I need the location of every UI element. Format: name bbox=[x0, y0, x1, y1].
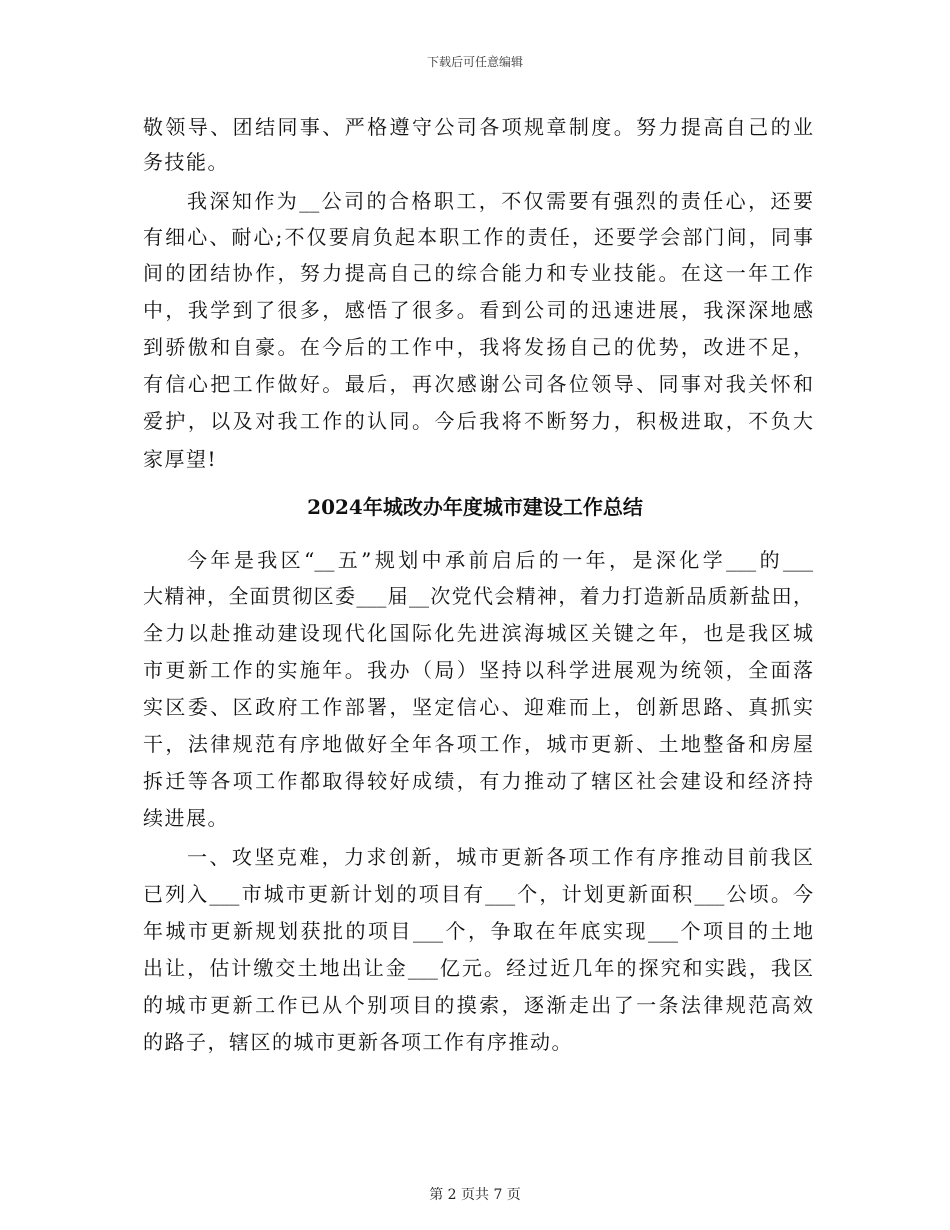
paragraph-line: 续进展。 bbox=[143, 806, 229, 830]
paragraph-line: 的城市更新工作已从个别项目的摸索，逐渐走出了一条法律规范高效 bbox=[143, 993, 813, 1017]
paragraph-line: 到骄傲和自豪。在今后的工作中，我将发扬自己的优势，改进不足， bbox=[143, 335, 813, 359]
paragraph-line: 全力以赴推动建设现代化国际化先进滨海城区关键之年，也是我区城 bbox=[143, 621, 813, 645]
paragraph-line: 实区委、区政府工作部署，坚定信心、迎难而上，创新思路、真抓实 bbox=[143, 695, 813, 719]
paragraph-line: 有细心、耐心;不仅要肩负起本职工作的责任，还要学会部门间，同事 bbox=[143, 225, 813, 249]
paragraph-line: 干，法律规范有序地做好全年各项工作，城市更新、土地整备和房屋 bbox=[143, 732, 813, 756]
paragraph-line: 有信心把工作做好。最后，再次感谢公司各位领导、同事对我关怀和 bbox=[143, 372, 813, 396]
paragraph-line: 务技能。 bbox=[143, 150, 229, 174]
paragraph-line: 拆迁等各项工作都取得较好成绩，有力推动了辖区社会建设和经济持 bbox=[143, 769, 813, 793]
paragraph-line: 我深知作为__公司的合格职工，不仅需要有强烈的责任心，还要 bbox=[187, 189, 813, 213]
page-indicator: 第 2 页共 7 页 bbox=[429, 1187, 521, 1203]
section-title: 2024年城改办年度城市建设工作总结 bbox=[307, 495, 643, 519]
paragraph-line: 敬领导、团结同事、严格遵守公司各项规章制度。努力提高自己的业 bbox=[143, 115, 813, 139]
paragraph-line: 年城市更新规划获批的项目___个，争取在年底实现___个项目的土地 bbox=[143, 919, 813, 943]
paragraph-line: 市更新工作的实施年。我办（局）坚持以科学进展观为统领，全面落 bbox=[143, 658, 813, 682]
paragraph-line: 出让，估计缴交土地出让金___亿元。经过近几年的探究和实践，我区 bbox=[143, 956, 813, 980]
paragraph-line: 间的团结协作，努力提高自己的综合能力和专业技能。在这一年工作 bbox=[143, 261, 813, 285]
page-header-note: 下载后可任意编辑 bbox=[426, 55, 523, 69]
paragraph-line: 今年是我区“__五”规划中承前启后的一年，是深化学___的___ bbox=[187, 548, 813, 572]
paragraph-line: 中，我学到了很多，感悟了很多。看到公司的迅速进展，我深深地感 bbox=[143, 298, 813, 322]
paragraph-line: 爱护，以及对我工作的认同。今后我将不断努力，积极进取，不负大 bbox=[143, 409, 813, 433]
paragraph-line: 已列入___市城市更新计划的项目有___个，计划更新面积___公顷。今 bbox=[143, 882, 813, 906]
paragraph-line: 一、攻坚克难，力求创新，城市更新各项工作有序推动目前我区 bbox=[187, 845, 813, 869]
paragraph-line: 的路子，辖区的城市更新各项工作有序推动。 bbox=[143, 1030, 573, 1054]
paragraph-line: 大精神，全面贯彻区委___届__次党代会精神，着力打造新品质新盐田， bbox=[143, 584, 813, 608]
paragraph-line: 家厚望! bbox=[143, 447, 218, 471]
